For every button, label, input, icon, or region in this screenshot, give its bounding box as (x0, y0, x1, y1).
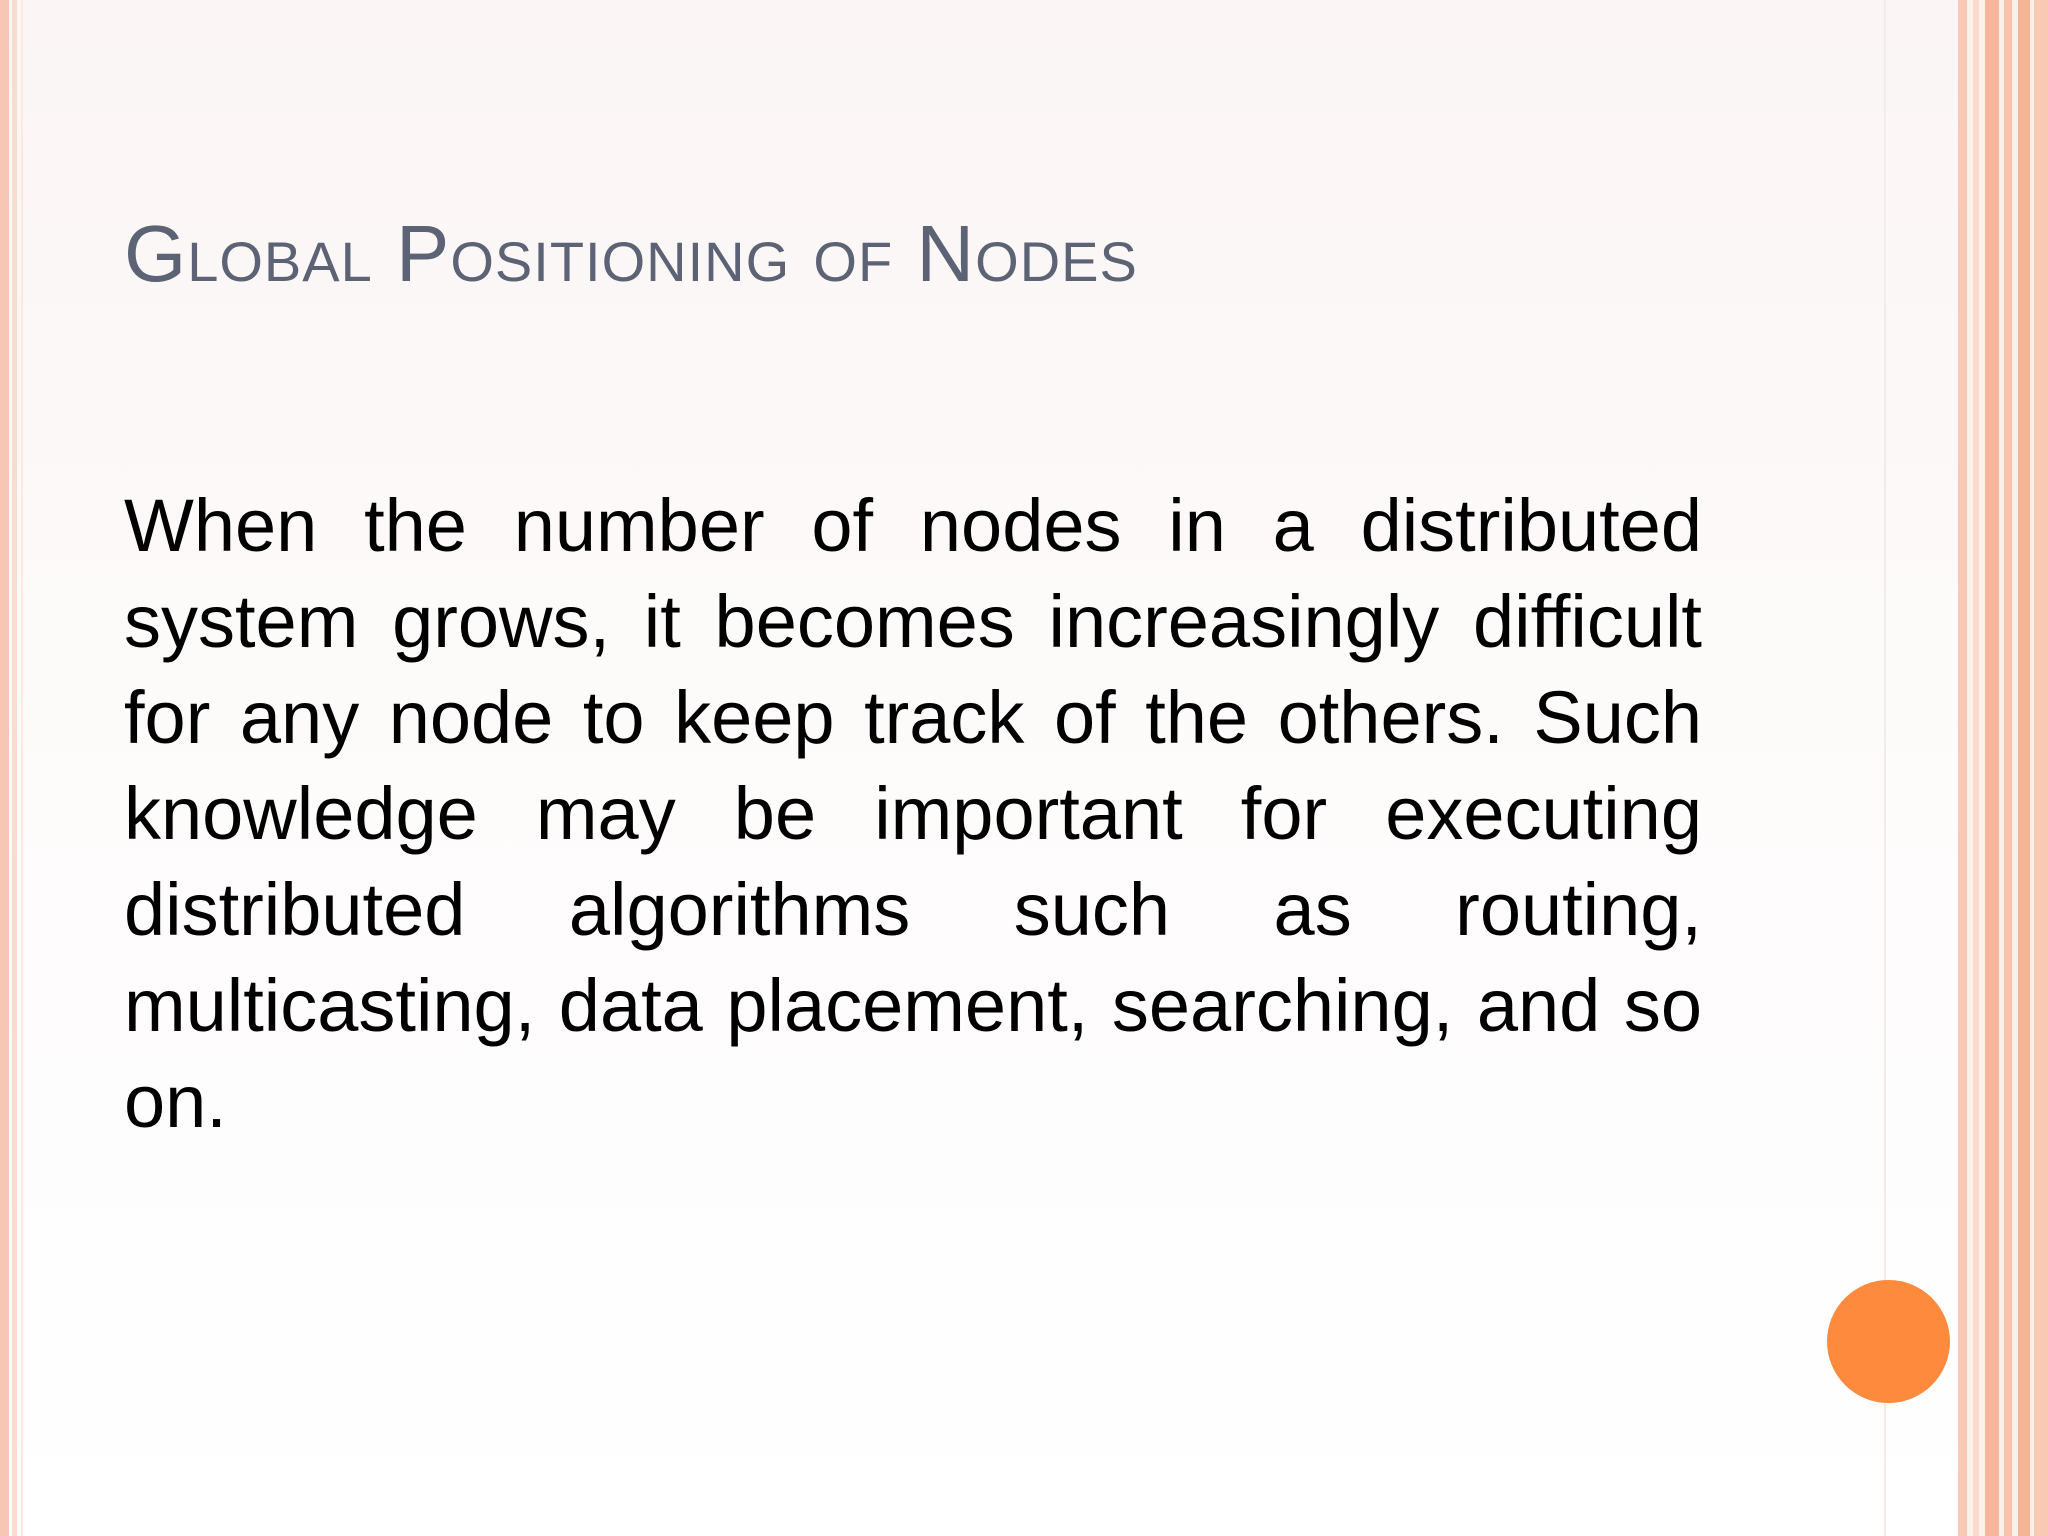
left-border-stripe (0, 0, 9, 1536)
slide-title: Global Positioning of Nodes (124, 209, 1138, 298)
orange-circle-accent (1827, 1280, 1950, 1403)
right-border-stripe (2018, 0, 2030, 1536)
right-border-stripe (1973, 0, 1979, 1536)
left-border-stripe (21, 0, 23, 1536)
right-border-stripe (2034, 0, 2048, 1536)
left-border-stripe (12, 0, 17, 1536)
slide-body-text: When the number of nodes in a distributed system grows, it becomes increasingly difficult for any node to keep track of the others. Such knowledge may be important for executing distributed algorithms such as routing, multicasting, data placement, searching, and so on. (124, 484, 1702, 1143)
right-border-stripe (1958, 0, 1967, 1536)
right-border-stripe (2004, 0, 2012, 1536)
right-border-stripe (1985, 0, 1999, 1536)
